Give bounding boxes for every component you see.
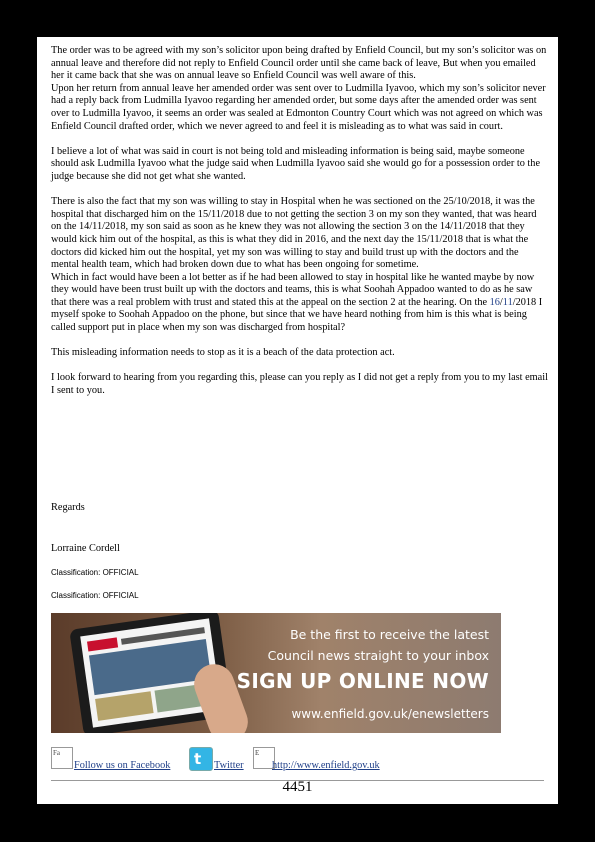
paragraph: I believe a lot of what was said in court is not being told and misleading information is being said, maybe someone should ask Ludmilla Iyavoo what the judge said when Ludmilla Iyavoo said she would go for a possession order to the judge because she did not get what she wanted. [51,145,541,182]
paragraph: This misleading information needs to stop as it is a beach of the data protection act. [51,347,395,359]
twitter-icon[interactable] [189,747,213,771]
paragraph: The order was to be agreed with my son’s solicitor upon being drafted by Enfield Council, but my son’s solicitor was on annual leave and therefore did not reply to Enfield Council order until she came back of leave, But when you emailed her it came back that she was on annual leave so Enfield Council was well aware of this. [51,45,547,82]
banner-headline-line-1: Be the first to receive the latest [290,627,489,642]
website-icon[interactable]: E [253,747,275,769]
banner-headline-line-2: Council news straight to your inbox [267,648,489,663]
signature-name: Lorraine Cordell [51,543,120,554]
email-body [51,45,548,410]
website-link[interactable]: http://www.enfield.gov.uk [272,760,380,771]
paragraph [51,272,548,335]
paragraph: Upon her return from annual leave her amended order was sent over to Ludmilla Iyavoo, which my son’s solicitor never had a reply back from Ludmilla Iyavoo regarding her amended order, but some days after the amended order was sent over to Ludmilla Iyavoo, it seems an order was sealed at Edmonton Country Court which was not agreed on which was Enfield Council drafted order, which we never agreed to and feel it is misleading as to what was said in court. [51,82,546,132]
paragraph: There is also the fact that my son was willing to stay in Hospital when he was sectioned on the 25/10/2018, it was the hospital that discharged him on the 15/11/2018 due to not getting the section 3 on my son they wanted, that was heard on the 14/11/2018, my son said as soon as he knew they was not allowing the section 3 on the 14/11/2018 that they would kick him out of the hospital, as this is what they did in 2016, and the next day the 15/11/2018 that is what the doctors did kicked him out the hospital, yet my son was willing to stay and build trust up with the doctors and the mental health team, which had broken down due to what has been ongoing for sometime. [51,196,537,271]
facebook-link[interactable]: Follow us on Facebook [74,760,171,771]
banner-cta: SIGN UP ONLINE NOW [236,669,489,693]
facebook-icon[interactable]: Fa [51,747,73,769]
enfield-logo [87,637,118,651]
date-separator: / [499,296,503,308]
document-page [37,37,558,804]
banner-url: www.enfield.gov.uk/enewsletters [291,707,489,721]
paragraph: I look forward to hearing from you regarding this, please can you reply as I did not get a reply from you to my last email I sent to you. [51,372,548,397]
date-day: 16 [489,296,500,308]
newsletter-banner[interactable] [51,613,501,733]
regards: Regards [51,502,85,513]
twitter-link[interactable]: Twitter [214,760,244,771]
page-number: 4451 [282,779,313,795]
classification-label: Classification: OFFICIAL [51,591,139,600]
date-month: 11 [502,296,513,308]
text-run: Which in fact would have been a lot better as if he had been allowed to stay in hospital like he wanted maybe by now they would have been trust built up with the doctors and teams, this is what Soohah Appadoo wanted to do as he saw that there was a real problem with trust and stated this at the appeal on the section 2 at the hearing. On the [51,271,535,308]
text-run: /2018 I myself spoke to Soohah Appadoo on the phone, but since that we have heard nothing from him is this what is being called support put in place when my son was discharged from hospital? [51,296,543,334]
site-tile-graphic [95,691,154,721]
twitter-bird-glyph: t [194,750,202,768]
classification-label: Classification: OFFICIAL [51,568,139,577]
